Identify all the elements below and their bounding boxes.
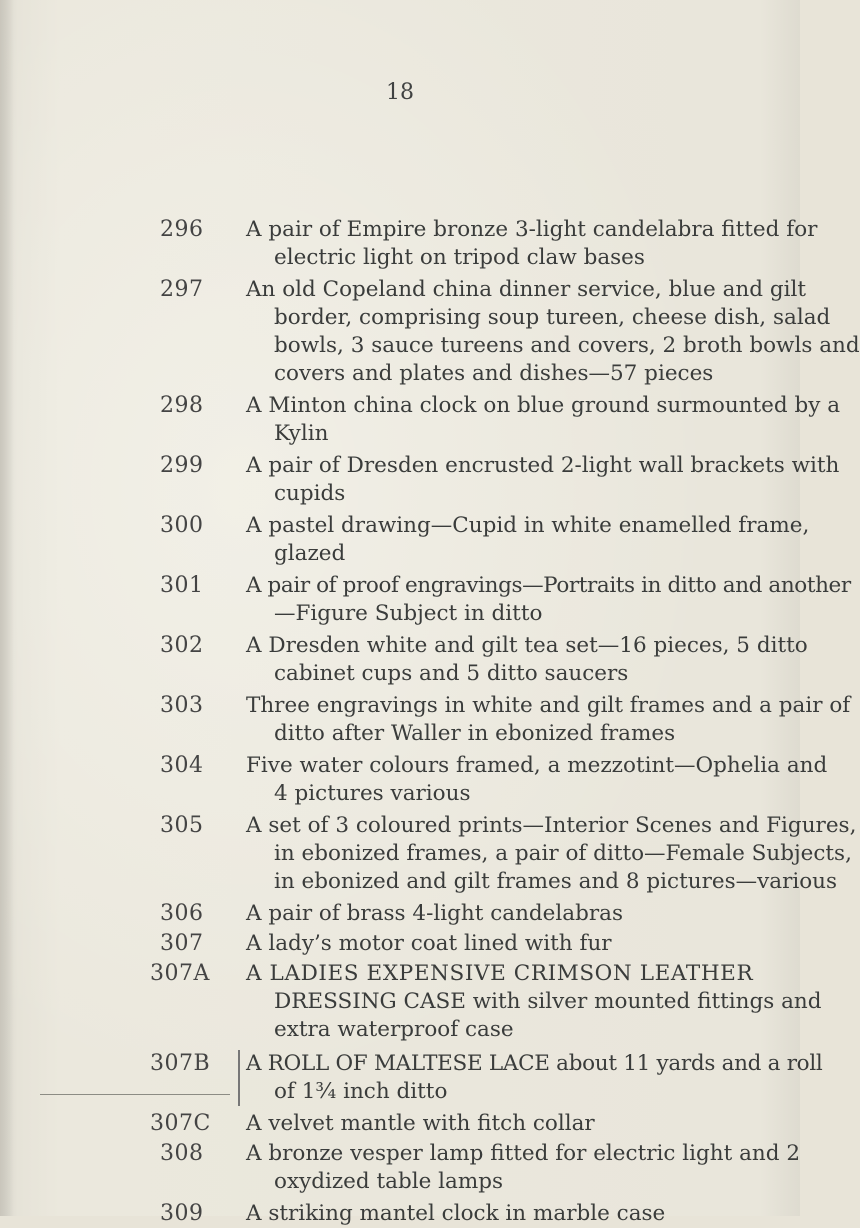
lot-line: electric light on tripod claw bases (274, 245, 645, 270)
lot-line: bowls, 3 sauce tureens and covers, 2 broth bowls and (274, 333, 860, 358)
lot-description (246, 900, 794, 928)
lot-number: 307 (160, 931, 204, 956)
lot-line: oxydized table lamps (274, 1169, 504, 1194)
lot-description (246, 392, 841, 448)
binding-edge (0, 0, 14, 1216)
lot-description (246, 1200, 794, 1228)
lot-line: A pair of proof engravings—Portraits in ditto and another (246, 573, 851, 598)
lot-number: 299 (160, 453, 204, 478)
lot-number: 307C (150, 1111, 211, 1136)
lot-description (246, 216, 818, 272)
lot-line: 4 pictures various (274, 781, 471, 806)
lot-line: of 1¾ inch ditto (274, 1079, 448, 1104)
lot-number: 301 (160, 573, 204, 598)
lot-number: 307A (150, 961, 210, 986)
lot-line: covers and plates and dishes—57 pieces (274, 361, 714, 386)
lot-number: 309 (160, 1201, 204, 1226)
lot-description (246, 930, 794, 958)
lot-line: in ebonized and gilt frames and 8 pictures—various (274, 869, 838, 894)
lot-number: 296 (160, 217, 204, 242)
lot-number: 298 (160, 393, 204, 418)
lot-line: A pair of brass 4-light candelabras (246, 901, 623, 926)
lot-line: A ROLL OF MALTESE LACE about 11 yards and a roll (246, 1051, 823, 1076)
lot-line: extra waterproof case (274, 1017, 514, 1042)
lot-line: —Figure Subject in ditto (274, 601, 543, 626)
lot-description (246, 276, 860, 388)
lot-line: A pastel drawing—Cupid in white enamelled frame, (246, 513, 810, 538)
lot-description (246, 452, 840, 508)
lot-line: cupids (274, 481, 346, 506)
lot-line: A Dresden white and gilt tea set—16 pieces, 5 ditto (246, 633, 808, 658)
lot-description (246, 960, 822, 1044)
lot-line: A set of 3 coloured prints—Interior Scenes and Figures, (246, 813, 857, 838)
lot-description (246, 692, 851, 748)
lot-line: Three engravings in white and gilt frames and a pair of (246, 693, 851, 718)
lot-line: A pair of Dresden encrusted 2-light wall brackets with (246, 453, 840, 478)
lot-line: cabinet cups and 5 ditto saucers (274, 661, 629, 686)
lot-line: A Minton china clock on blue ground surmounted by a (246, 393, 841, 418)
lot-line: Kylin (274, 421, 329, 446)
brace-mark (238, 1050, 240, 1106)
lot-number: 306 (160, 901, 204, 926)
lot-line: A striking mantel clock in marble case (246, 1201, 666, 1226)
lot-line: A LADIES EXPENSIVE CRIMSON LEATHER (246, 961, 754, 986)
lot-description (246, 572, 851, 628)
lot-line: A bronze vesper lamp fitted for electric light and 2 (246, 1141, 801, 1166)
lot-line: A pair of Empire bronze 3-light candelabra fitted for (246, 217, 818, 242)
lot-number: 308 (160, 1141, 204, 1166)
lot-description (246, 752, 828, 808)
lot-line: DRESSING CASE with silver mounted fittings and (274, 989, 822, 1014)
lot-description (246, 812, 857, 896)
lot-description (246, 1110, 794, 1138)
lot-line: in ebonized frames, a pair of ditto—Female Subjects, (274, 841, 852, 866)
lot-number: 302 (160, 633, 204, 658)
lot-description (246, 1050, 823, 1106)
lot-line: A velvet mantle with fitch collar (246, 1111, 595, 1136)
rule-line (40, 1094, 230, 1095)
lot-number: 303 (160, 693, 204, 718)
lot-description (246, 512, 810, 568)
lot-number: 304 (160, 753, 204, 778)
lot-number: 300 (160, 513, 204, 538)
lot-line: glazed (274, 541, 346, 566)
lot-number: 307B (150, 1051, 211, 1076)
lot-line: ditto after Waller in ebonized frames (274, 721, 676, 746)
lot-line: A lady’s motor coat lined with fur (246, 931, 612, 956)
page-number: 18 (386, 80, 414, 105)
lot-line: border, comprising soup tureen, cheese dish, salad (274, 305, 831, 330)
lot-number: 297 (160, 277, 204, 302)
lot-description (246, 1140, 801, 1196)
lot-number: 305 (160, 813, 204, 838)
lot-description (246, 632, 808, 688)
lot-line: Five water colours framed, a mezzotint—Ophelia and (246, 753, 828, 778)
lot-line: An old Copeland china dinner service, blue and gilt (246, 277, 807, 302)
